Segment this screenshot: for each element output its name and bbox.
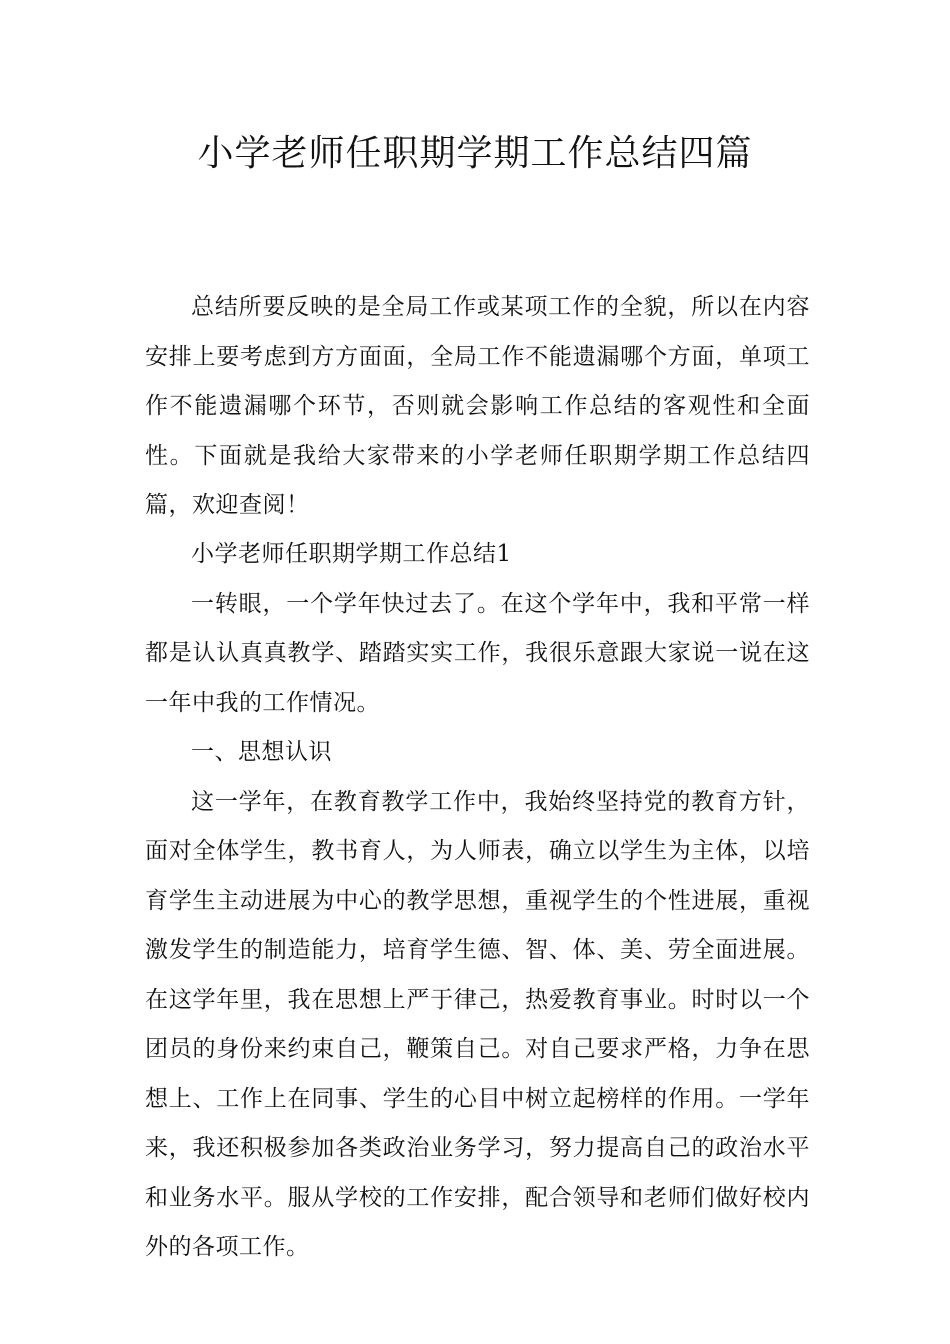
document-title: 小学老师任职期学期工作总结四篇 bbox=[197, 133, 753, 174]
section-block bbox=[145, 530, 810, 1273]
body-paragraph-1: 一转眼，一个学年快过去了。在这个学年中，我和平常一样都是认认真真教学、踏踏实实工作，我很乐意跟大家说一说在这一年中我的工作情况。 bbox=[145, 590, 810, 716]
subheading-ideology: 一、思想认识 bbox=[191, 739, 332, 765]
body-paragraph-2: 这一学年，在教育教学工作中，我始终坚持党的教育方针，面对全体学生，教书育人，为人师表，确立以学生为主体，以培育学生主动进展为中心的教学思想，重视学生的个性进展，重视激发学生的制造能力，培育学生德、智、体、美、劳全面进展。在这学年里，我在思想上严于律己，热爱教育事业。时时以一个团员的身份来约束自己，鞭策自己。对自己要求严格，力争在思想上、工作上在同事、学生的心目中树立起榜样的作用。一学年来，我还积极参加各类政治业务学习，努力提高自己的政治水平和业务水平。服从学校的工作安排，配合领导和老师们做好校内外的各项工作。 bbox=[145, 788, 810, 1260]
intro-block bbox=[145, 283, 810, 531]
section-heading: 小学老师任职期学期工作总结1 bbox=[191, 541, 512, 567]
intro-paragraph: 总结所要反映的是全局工作或某项工作的全貌，所以在内容安排上要考虑到方方面面，全局工作不能遗漏哪个方面，单项工作不能遗漏哪个环节，否则就会影响工作总结的客观性和全面性。下面就是我给大家带来的小学老师任职期学期工作总结四篇，欢迎查阅！ bbox=[145, 294, 810, 518]
